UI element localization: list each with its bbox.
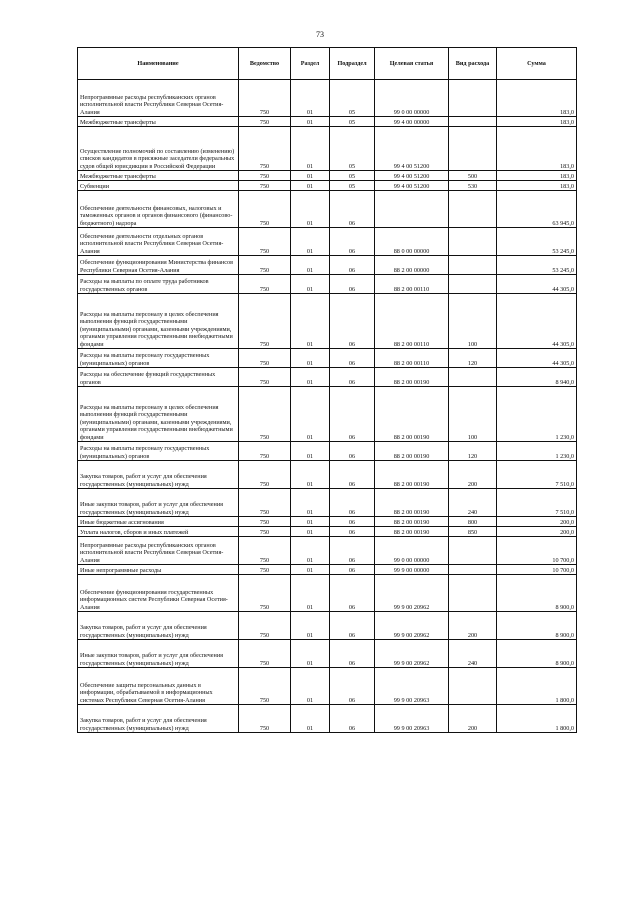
row-expense-type: 200 <box>449 705 497 733</box>
row-sum: 1 800,0 <box>497 705 577 733</box>
row-subsection: 06 <box>330 275 375 294</box>
row-expense-type <box>449 256 497 275</box>
row-section: 01 <box>291 181 330 191</box>
row-subsection: 05 <box>330 181 375 191</box>
row-target-article: 99 9 00 00000 <box>375 565 449 575</box>
row-expense-type: 850 <box>449 527 497 537</box>
row-sum: 10 700,0 <box>497 565 577 575</box>
row-expense-type: 200 <box>449 461 497 489</box>
row-section: 01 <box>291 537 330 565</box>
table-row <box>78 461 577 489</box>
table-row <box>78 191 577 228</box>
row-subsection: 06 <box>330 640 375 668</box>
row-expense-type: 800 <box>449 517 497 527</box>
row-name: Обеспечение деятельности финансовых, налоговых и таможенных органов и органов финансового (финансово-бюджетного) надзора <box>78 191 239 228</box>
row-subsection: 05 <box>330 117 375 127</box>
row-section: 01 <box>291 565 330 575</box>
row-expense-type: 200 <box>449 612 497 640</box>
row-sum: 183,0 <box>497 117 577 127</box>
row-expense-type <box>449 228 497 256</box>
table-row <box>78 349 577 368</box>
row-section: 01 <box>291 461 330 489</box>
row-subsection: 05 <box>330 171 375 181</box>
row-section: 01 <box>291 349 330 368</box>
row-subsection: 06 <box>330 537 375 565</box>
header-department: Ведомство <box>239 48 291 80</box>
row-name: Межбюджетные трансферты <box>78 171 239 181</box>
row-target-article: 99 0 00 00000 <box>375 80 449 117</box>
row-subsection: 06 <box>330 517 375 527</box>
header-name: Наименование <box>78 48 239 80</box>
row-sum: 183,0 <box>497 171 577 181</box>
row-target-article: 99 9 00 20963 <box>375 668 449 705</box>
row-name: Обеспечение функционирования государственных информационных систем Республики Северная Осетия-Алания <box>78 575 239 612</box>
row-section: 01 <box>291 489 330 517</box>
row-section: 01 <box>291 171 330 181</box>
table-row <box>78 171 577 181</box>
row-department: 750 <box>239 80 291 117</box>
budget-table <box>77 47 577 733</box>
row-section: 01 <box>291 368 330 387</box>
row-department: 750 <box>239 489 291 517</box>
row-expense-type: 100 <box>449 387 497 442</box>
table-row <box>78 117 577 127</box>
row-target-article <box>375 191 449 228</box>
row-subsection: 06 <box>330 228 375 256</box>
row-name: Обеспечение функционирования Министерства финансов Республики Северная Осетия-Алания <box>78 256 239 275</box>
row-subsection: 06 <box>330 527 375 537</box>
row-name: Уплата налогов, сборов и иных платежей <box>78 527 239 537</box>
row-sum: 44 305,0 <box>497 275 577 294</box>
row-subsection: 06 <box>330 705 375 733</box>
row-sum: 1 800,0 <box>497 668 577 705</box>
row-target-article: 88 2 00 00190 <box>375 527 449 537</box>
row-sum: 8 900,0 <box>497 640 577 668</box>
row-section: 01 <box>291 127 330 171</box>
row-sum: 44 305,0 <box>497 349 577 368</box>
row-subsection: 06 <box>330 668 375 705</box>
row-name: Закупка товаров, работ и услуг для обеспечения государственных (муниципальных) нужд <box>78 705 239 733</box>
row-section: 01 <box>291 275 330 294</box>
row-expense-type <box>449 537 497 565</box>
row-name: Иные закупки товаров, работ и услуг для обеспечения государственных (муниципальных) нужд <box>78 489 239 517</box>
row-department: 750 <box>239 228 291 256</box>
row-expense-type <box>449 565 497 575</box>
row-name: Расходы на выплаты персоналу государственных (муниципальных) органов <box>78 349 239 368</box>
row-subsection: 06 <box>330 442 375 461</box>
row-department: 750 <box>239 117 291 127</box>
row-section: 01 <box>291 668 330 705</box>
header-sum: Сумма <box>497 48 577 80</box>
row-name: Межбюджетные трансферты <box>78 117 239 127</box>
row-department: 750 <box>239 349 291 368</box>
row-department: 750 <box>239 442 291 461</box>
row-expense-type <box>449 368 497 387</box>
row-expense-type <box>449 668 497 705</box>
row-name: Субвенции <box>78 181 239 191</box>
row-department: 750 <box>239 517 291 527</box>
row-department: 750 <box>239 527 291 537</box>
row-department: 750 <box>239 387 291 442</box>
row-name: Иные закупки товаров, работ и услуг для обеспечения государственных (муниципальных) нужд <box>78 640 239 668</box>
row-department: 750 <box>239 275 291 294</box>
row-subsection: 06 <box>330 575 375 612</box>
header-section: Раздел <box>291 48 330 80</box>
row-sum: 53 245,0 <box>497 228 577 256</box>
row-target-article: 88 2 00 00190 <box>375 461 449 489</box>
row-target-article: 88 2 00 00190 <box>375 489 449 517</box>
table-header-row <box>78 48 577 80</box>
row-sum: 10 700,0 <box>497 537 577 565</box>
row-target-article: 99 9 00 20963 <box>375 705 449 733</box>
row-subsection: 06 <box>330 368 375 387</box>
row-expense-type: 100 <box>449 294 497 349</box>
row-target-article: 99 9 00 20962 <box>375 575 449 612</box>
table-row <box>78 640 577 668</box>
row-name: Обеспечение деятельности отдельных органов исполнительной власти Республики Северная Осетия-Алания <box>78 228 239 256</box>
row-target-article: 88 2 00 00110 <box>375 349 449 368</box>
row-department: 750 <box>239 612 291 640</box>
row-department: 750 <box>239 640 291 668</box>
row-name: Расходы на обеспечение функций государственных органов <box>78 368 239 387</box>
row-expense-type: 120 <box>449 349 497 368</box>
row-section: 01 <box>291 80 330 117</box>
row-sum: 183,0 <box>497 80 577 117</box>
row-target-article: 88 2 00 00190 <box>375 442 449 461</box>
row-target-article: 88 2 00 00110 <box>375 294 449 349</box>
table-row <box>78 612 577 640</box>
table-row <box>78 517 577 527</box>
row-target-article: 88 2 00 00190 <box>375 368 449 387</box>
row-department: 750 <box>239 191 291 228</box>
table-row <box>78 527 577 537</box>
row-section: 01 <box>291 294 330 349</box>
table-row <box>78 256 577 275</box>
row-section: 01 <box>291 228 330 256</box>
row-section: 01 <box>291 575 330 612</box>
row-name: Расходы на выплаты по оплате труда работников государственных органов <box>78 275 239 294</box>
row-subsection: 06 <box>330 387 375 442</box>
row-target-article: 99 9 00 20962 <box>375 612 449 640</box>
row-target-article: 88 2 00 00110 <box>375 275 449 294</box>
row-section: 01 <box>291 517 330 527</box>
row-section: 01 <box>291 191 330 228</box>
row-subsection: 05 <box>330 80 375 117</box>
header-subsection: Подраздел <box>330 48 375 80</box>
row-target-article: 88 2 00 00190 <box>375 517 449 527</box>
table-row <box>78 275 577 294</box>
row-sum: 183,0 <box>497 127 577 171</box>
row-subsection: 06 <box>330 191 375 228</box>
row-expense-type <box>449 117 497 127</box>
row-expense-type <box>449 191 497 228</box>
row-department: 750 <box>239 171 291 181</box>
table-row <box>78 565 577 575</box>
row-sum: 7 510,0 <box>497 461 577 489</box>
row-expense-type: 240 <box>449 640 497 668</box>
row-department: 750 <box>239 705 291 733</box>
row-target-article: 99 4 00 00000 <box>375 117 449 127</box>
row-section: 01 <box>291 256 330 275</box>
row-subsection: 06 <box>330 294 375 349</box>
row-target-article: 99 4 00 51200 <box>375 127 449 171</box>
row-name: Расходы на выплаты персоналу государственных (муниципальных) органов <box>78 442 239 461</box>
row-department: 750 <box>239 127 291 171</box>
page-number: 73 <box>316 30 324 39</box>
row-expense-type: 500 <box>449 171 497 181</box>
row-sum: 200,0 <box>497 527 577 537</box>
row-section: 01 <box>291 612 330 640</box>
row-sum: 1 230,0 <box>497 442 577 461</box>
table-row <box>78 442 577 461</box>
row-section: 01 <box>291 387 330 442</box>
table-row <box>78 368 577 387</box>
row-department: 750 <box>239 537 291 565</box>
header-target-article: Целевая статья <box>375 48 449 80</box>
row-subsection: 06 <box>330 489 375 517</box>
row-sum: 200,0 <box>497 517 577 527</box>
row-name: Закупка товаров, работ и услуг для обеспечения государственных (муниципальных) нужд <box>78 612 239 640</box>
row-department: 750 <box>239 668 291 705</box>
row-name: Непрограммные расходы республиканских органов исполнительной власти Республики Северная Осетия-Алания <box>78 80 239 117</box>
table-row <box>78 387 577 442</box>
table-row <box>78 228 577 256</box>
row-expense-type <box>449 80 497 117</box>
table-row <box>78 575 577 612</box>
row-sum: 8 900,0 <box>497 575 577 612</box>
row-expense-type <box>449 127 497 171</box>
table-row <box>78 668 577 705</box>
row-target-article: 99 4 00 51200 <box>375 171 449 181</box>
table-row <box>78 181 577 191</box>
row-target-article: 99 0 00 00000 <box>375 537 449 565</box>
row-name: Расходы на выплаты персоналу в целях обеспечения выполнения функций государственными (муниципальными) органами, казенными учреждениями, органами управления государственными внебюджетными фондами <box>78 294 239 349</box>
row-department: 750 <box>239 181 291 191</box>
row-name: Непрограммные расходы республиканских органов исполнительной власти Республики Северная Осетия-Алания <box>78 537 239 565</box>
row-department: 750 <box>239 294 291 349</box>
row-name: Закупка товаров, работ и услуг для обеспечения государственных (муниципальных) нужд <box>78 461 239 489</box>
row-subsection: 06 <box>330 461 375 489</box>
row-name: Расходы на выплаты персоналу в целях обеспечения выполнения функций государственными (муниципальными) органами, казенными учреждениями, органами управления государственными внебюджетными фондами <box>78 387 239 442</box>
row-department: 750 <box>239 256 291 275</box>
row-name: Обеспечение защиты персональных данных в информации, обрабатываемой в информационных системах Республики Северная Осетия-Алания <box>78 668 239 705</box>
row-subsection: 05 <box>330 127 375 171</box>
table-row <box>78 127 577 171</box>
row-sum: 8 900,0 <box>497 612 577 640</box>
row-expense-type: 240 <box>449 489 497 517</box>
row-sum: 7 510,0 <box>497 489 577 517</box>
table-row <box>78 489 577 517</box>
table-body <box>78 80 577 733</box>
row-sum: 8 940,0 <box>497 368 577 387</box>
row-target-article: 88 0 00 00000 <box>375 228 449 256</box>
row-department: 750 <box>239 461 291 489</box>
row-subsection: 06 <box>330 256 375 275</box>
row-section: 01 <box>291 442 330 461</box>
row-department: 750 <box>239 565 291 575</box>
row-sum: 44 305,0 <box>497 294 577 349</box>
row-expense-type: 530 <box>449 181 497 191</box>
table-row <box>78 80 577 117</box>
row-name: Иные непрограммные расходы <box>78 565 239 575</box>
row-section: 01 <box>291 640 330 668</box>
row-department: 750 <box>239 575 291 612</box>
row-sum: 63 945,0 <box>497 191 577 228</box>
row-sum: 183,0 <box>497 181 577 191</box>
row-target-article: 99 4 00 51200 <box>375 181 449 191</box>
row-sum: 53 245,0 <box>497 256 577 275</box>
row-expense-type: 120 <box>449 442 497 461</box>
header-expense-type: Вид расхода <box>449 48 497 80</box>
row-name: Осуществление полномочий по составлению (изменению) списков кандидатов в присяжные заседатели федеральных судов общей юрисдикции в Российской Федерации <box>78 127 239 171</box>
row-sum: 1 230,0 <box>497 387 577 442</box>
row-section: 01 <box>291 117 330 127</box>
row-subsection: 06 <box>330 349 375 368</box>
row-department: 750 <box>239 368 291 387</box>
row-expense-type <box>449 575 497 612</box>
row-target-article: 99 9 00 20962 <box>375 640 449 668</box>
table-row <box>78 537 577 565</box>
row-subsection: 06 <box>330 565 375 575</box>
row-target-article: 88 2 00 00190 <box>375 387 449 442</box>
row-target-article: 88 2 00 00000 <box>375 256 449 275</box>
row-name: Иные бюджетные ассигнования <box>78 517 239 527</box>
row-expense-type <box>449 275 497 294</box>
row-section: 01 <box>291 705 330 733</box>
table-row <box>78 705 577 733</box>
row-section: 01 <box>291 527 330 537</box>
row-subsection: 06 <box>330 612 375 640</box>
table-row <box>78 294 577 349</box>
